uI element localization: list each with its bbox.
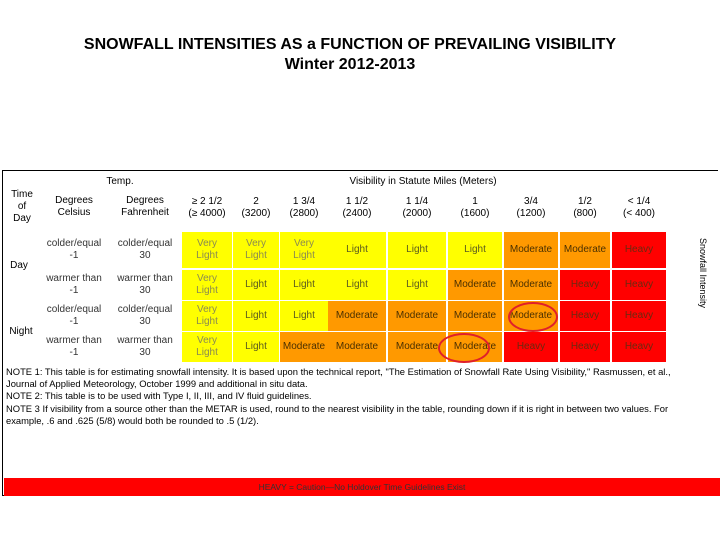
celsius-header: Degrees Celsius xyxy=(55,195,93,218)
intensity-cell: Moderate xyxy=(280,332,328,362)
intensity-cell: Light xyxy=(233,270,279,300)
row-fahrenheit-label: colder/equal 30 xyxy=(117,304,173,327)
intensity-cell: Heavy xyxy=(612,232,666,268)
row-fahrenheit-label: warmer than 30 xyxy=(117,335,173,358)
intensity-cell: Light xyxy=(233,332,279,362)
notes-block xyxy=(6,366,718,427)
intensity-cell: Moderate xyxy=(328,332,386,362)
visibility-col-header: 3/4 (1200) xyxy=(516,196,546,219)
intensity-cell: Light xyxy=(328,270,386,300)
day-label: Day xyxy=(10,260,28,271)
footer-banner: HEAVY = Caution—No Holdover Time Guidelines Exist xyxy=(4,478,720,496)
intensity-cell: Light xyxy=(328,232,386,268)
intensity-cell: Light xyxy=(388,232,446,268)
intensity-cell: Moderate xyxy=(448,301,502,331)
temp-header: Temp. xyxy=(106,176,134,187)
intensity-cell: Moderate xyxy=(448,332,502,362)
note-line: example, .6 and .625 (5/8) would both be rounded to .5 (1/2). xyxy=(6,414,259,426)
intensity-cell: Very Light xyxy=(182,232,232,268)
time-of-day-header: Time of Day xyxy=(11,189,33,224)
visibility-col-header: 1 3/4 (2800) xyxy=(289,196,319,219)
intensity-cell: Moderate xyxy=(560,232,610,268)
intensity-cell: Heavy xyxy=(504,332,558,362)
row-fahrenheit-label: colder/equal 30 xyxy=(117,238,173,261)
intensity-cell: Very Light xyxy=(182,301,232,331)
page-title: SNOWFALL INTENSITIES AS a FUNCTION OF PREVAILING VISIBILITY xyxy=(83,36,617,53)
intensity-cell: Heavy xyxy=(560,301,610,331)
intensity-cell: Heavy xyxy=(560,332,610,362)
intensity-cell: Moderate xyxy=(504,301,558,331)
visibility-col-header: 1/2 (800) xyxy=(573,196,597,219)
intensity-cell: Moderate xyxy=(504,232,558,268)
intensity-cell: Very Light xyxy=(280,232,328,268)
intensity-cell: Light xyxy=(280,301,328,331)
intensity-cell: Very Light xyxy=(182,332,232,362)
intensity-cell: Moderate xyxy=(388,332,446,362)
fahrenheit-header: Degrees Fahrenheit xyxy=(121,195,169,218)
note-line: Journal of Applied Meteorology, October 1999 and additional in situ data. xyxy=(6,378,308,390)
row-celsius-label: warmer than -1 xyxy=(46,273,102,296)
intensity-cell: Very Light xyxy=(233,232,279,268)
visibility-header: Visibility in Statute Miles (Meters) xyxy=(349,176,497,187)
intensity-cell: Heavy xyxy=(560,270,610,300)
visibility-col-header: 2 (3200) xyxy=(241,196,271,219)
intensity-cell: Light xyxy=(388,270,446,300)
night-label: Night xyxy=(9,326,33,337)
note-line: NOTE 2: This table is to be used with Type I, II, III, and IV fluid guidelines. xyxy=(6,390,312,402)
row-celsius-label: colder/equal -1 xyxy=(46,304,102,327)
intensity-cell: Very Light xyxy=(182,270,232,300)
intensity-cell: Light xyxy=(233,301,279,331)
intensity-cell: Moderate xyxy=(388,301,446,331)
intensity-cell: Moderate xyxy=(448,270,502,300)
intensity-cell: Heavy xyxy=(612,270,666,300)
intensity-cell: Light xyxy=(280,270,328,300)
highlight-ring-moderate-2 xyxy=(438,333,490,363)
row-celsius-label: colder/equal -1 xyxy=(46,238,102,261)
note-line: NOTE 3 If visibility from a source other than the METAR is used, round to the nearest visibility in the table, rounding down if it is right in between two values. For xyxy=(6,402,669,414)
visibility-col-header: 1 1/2 (2400) xyxy=(342,196,372,219)
intensity-cell: Light xyxy=(448,232,502,268)
intensity-cell: Moderate xyxy=(328,301,386,331)
visibility-col-header: 1 1/4 (2000) xyxy=(402,196,432,219)
highlight-ring-moderate xyxy=(508,302,558,332)
page-subtitle: Winter 2012-2013 xyxy=(284,56,416,73)
note-line: NOTE 1: This table is for estimating snowfall intensity. It is based upon the technical report, "The Estimation of Snowfall Rate Using Visibility," Rasmussen, et al., xyxy=(6,366,671,377)
visibility-col-header: 1 (1600) xyxy=(460,196,490,219)
snowfall-intensity-side-label: Snowfall Intensity xyxy=(698,237,708,309)
intensity-cell: Heavy xyxy=(612,332,666,362)
intensity-cell: Moderate xyxy=(504,270,558,300)
visibility-col-header: ≥ 2 1/2 (≥ 4000) xyxy=(188,196,226,219)
row-fahrenheit-label: warmer than 30 xyxy=(117,273,173,296)
intensity-cell: Heavy xyxy=(612,301,666,331)
visibility-col-header: < 1/4 (< 400) xyxy=(623,196,655,219)
row-celsius-label: warmer than -1 xyxy=(46,335,102,358)
